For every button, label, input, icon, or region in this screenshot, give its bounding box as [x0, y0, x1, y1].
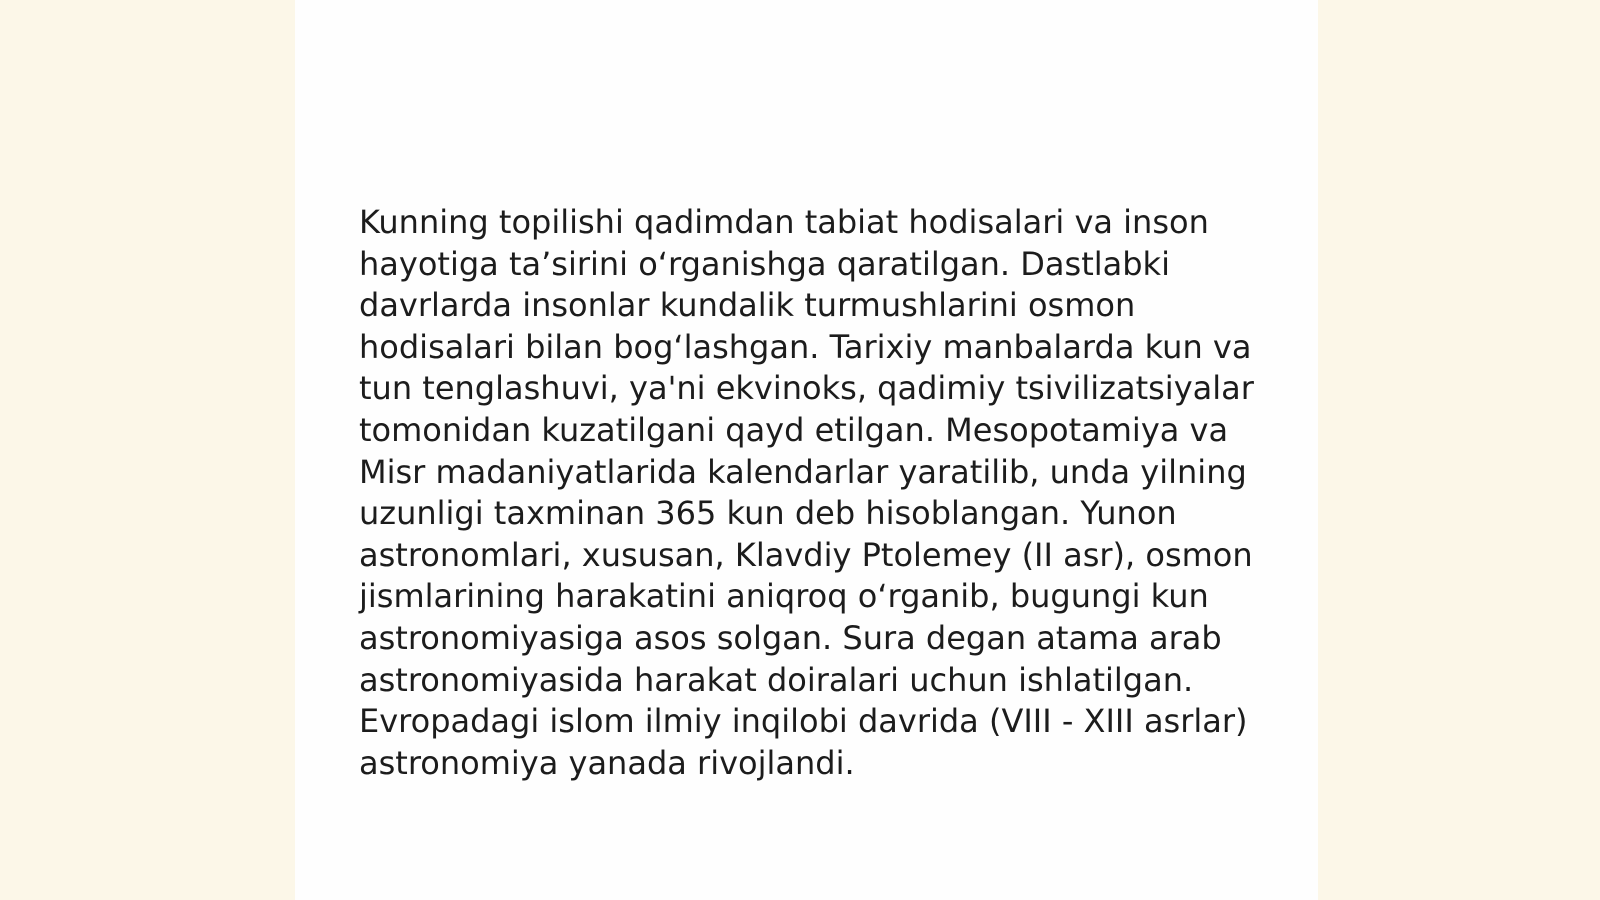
- document-page: [295, 0, 1318, 900]
- body-paragraph: Kunning topilishi qadimdan tabiat hodisalari va inson hayotiga ta’sirini o‘rganishga qaratilgan. Dastlabki davrlarda insonlar kundalik turmushlarini osmon hodisalari bilan bog‘lashgan. Tarixiy manbalarda kun va tun tenglashuvi, ya'ni ekvinoks, qadimiy tsivilizatsiyalar tomonidan kuzatilgani qayd etilgan. Mesopotamiya va Misr madaniyatlarida kalendarlar yaratilib, unda yilning uzunligi taxminan 365 kun deb hisoblangan. Yunon astronomlari, xususan, Klavdiy Ptolemey (II asr), osmon jismlarining harakatini aniqroq o‘rganib, bugungi kun astronomiyasiga asos solgan. Sura degan atama arab astronomiyasida harakat doiralari uchun ishlatilgan. Evropadagi islom ilmiy inqilobi davrida (VIII - XIII asrlar) astronomiya yanada rivojlandi.: [359, 203, 1254, 782]
